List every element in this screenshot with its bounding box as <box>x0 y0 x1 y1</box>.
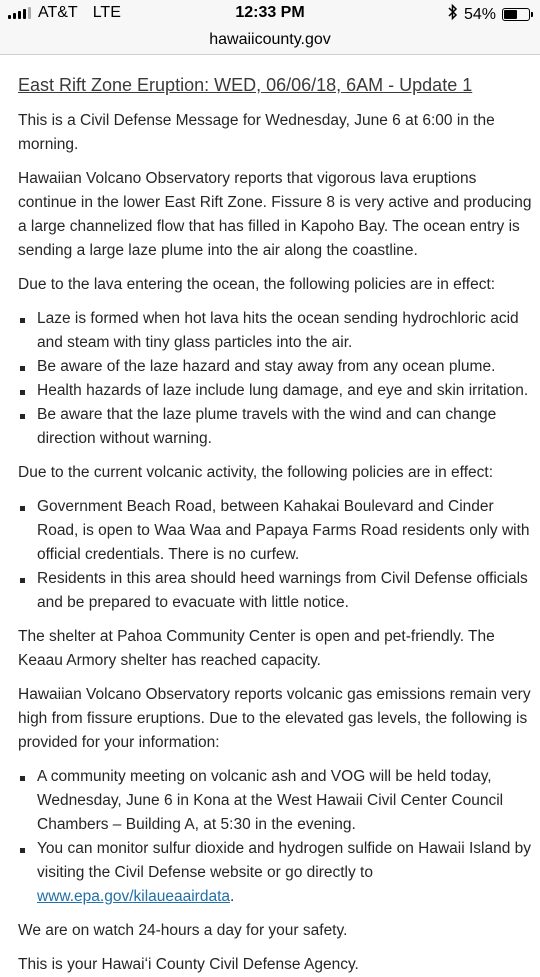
list-item: A community meeting on volcanic ash and VOG will be held today, Wednesday, June 6 in Kona at the West Hawaii Civil Center Council Chambers – Building A, at 5:30 in the evening. <box>18 765 532 837</box>
volcanic-policies-list <box>18 495 532 615</box>
battery-percent: 54% <box>463 5 496 23</box>
clock: 12:33 PM <box>235 4 305 21</box>
list-item <box>18 837 532 909</box>
list-item: Government Beach Road, between Kahakai Boulevard and Cinder Road, is open to Waa Waa and Papaya Farms Road residents only with official credentials. There is no curfew. <box>18 495 532 567</box>
carrier-label: AT&T <box>38 4 78 21</box>
status-right <box>448 4 530 25</box>
ocean-policies-list <box>18 307 532 451</box>
network-label: LTE <box>92 4 121 21</box>
info-list <box>18 765 532 909</box>
list-item: Be aware that the laze plume travels with the wind and can change direction without warning. <box>18 403 532 451</box>
bluetooth-icon <box>448 4 458 25</box>
monitor-suffix: . <box>230 888 235 905</box>
epa-air-data-link[interactable]: www.epa.gov/kilaueaairdata <box>37 888 231 905</box>
signoff-paragraph: This is your Hawaiʻi County Civil Defense Agency. <box>18 956 359 973</box>
article <box>0 55 540 977</box>
status-bar <box>0 0 540 30</box>
list-item: Residents in this area should heed warnings from Civil Defense officials and be prepared to evacuate with little notice. <box>18 567 532 615</box>
hvo-report-paragraph: Hawaiian Volcano Observatory reports that vigorous lava eruptions continue in the lower East Rift Zone. Fissure 8 is very active and producing a large channelized flow that has filled in Kapoho Bay. The ocean entry is sending a large laze plume into the air along the coastline. <box>18 170 532 259</box>
intro-paragraph: This is a Civil Defense Message for Wednesday, June 6 at 6:00 in the morning. <box>18 112 495 153</box>
list-item: Health hazards of laze include lung damage, and eye and skin irritation. <box>18 379 532 403</box>
article-title: East Rift Zone Eruption: WED, 06/06/18, 6AM - Update 1 <box>18 75 473 95</box>
gas-report-paragraph: Hawaiian Volcano Observatory reports volcanic gas emissions remain very high from fissure eruptions. Due to the elevated gas levels, the following is provided for your information: <box>18 686 531 751</box>
url-domain[interactable]: hawaiicounty.gov <box>209 31 331 48</box>
watch-paragraph: We are on watch 24-hours a day for your safety. <box>18 922 348 939</box>
shelter-paragraph: The shelter at Pahoa Community Center is open and pet-friendly. The Keaau Armory shelter has reached capacity. <box>18 628 495 669</box>
ocean-policies-intro: Due to the lava entering the ocean, the following policies are in effect: <box>18 276 496 293</box>
battery-icon <box>502 8 530 21</box>
list-item: Laze is formed when hot lava hits the ocean sending hydrochloric acid and steam with tiny glass particles into the air. <box>18 307 532 355</box>
monitor-text: You can monitor sulfur dioxide and hydrogen sulfide on Hawaii Island by visiting the Civil Defense website or go directly to <box>37 840 532 881</box>
list-item: Be aware of the laze hazard and stay away from any ocean plume. <box>18 355 532 379</box>
url-bar[interactable] <box>0 30 540 55</box>
volcanic-policies-intro: Due to the current volcanic activity, the following policies are in effect: <box>18 464 493 481</box>
